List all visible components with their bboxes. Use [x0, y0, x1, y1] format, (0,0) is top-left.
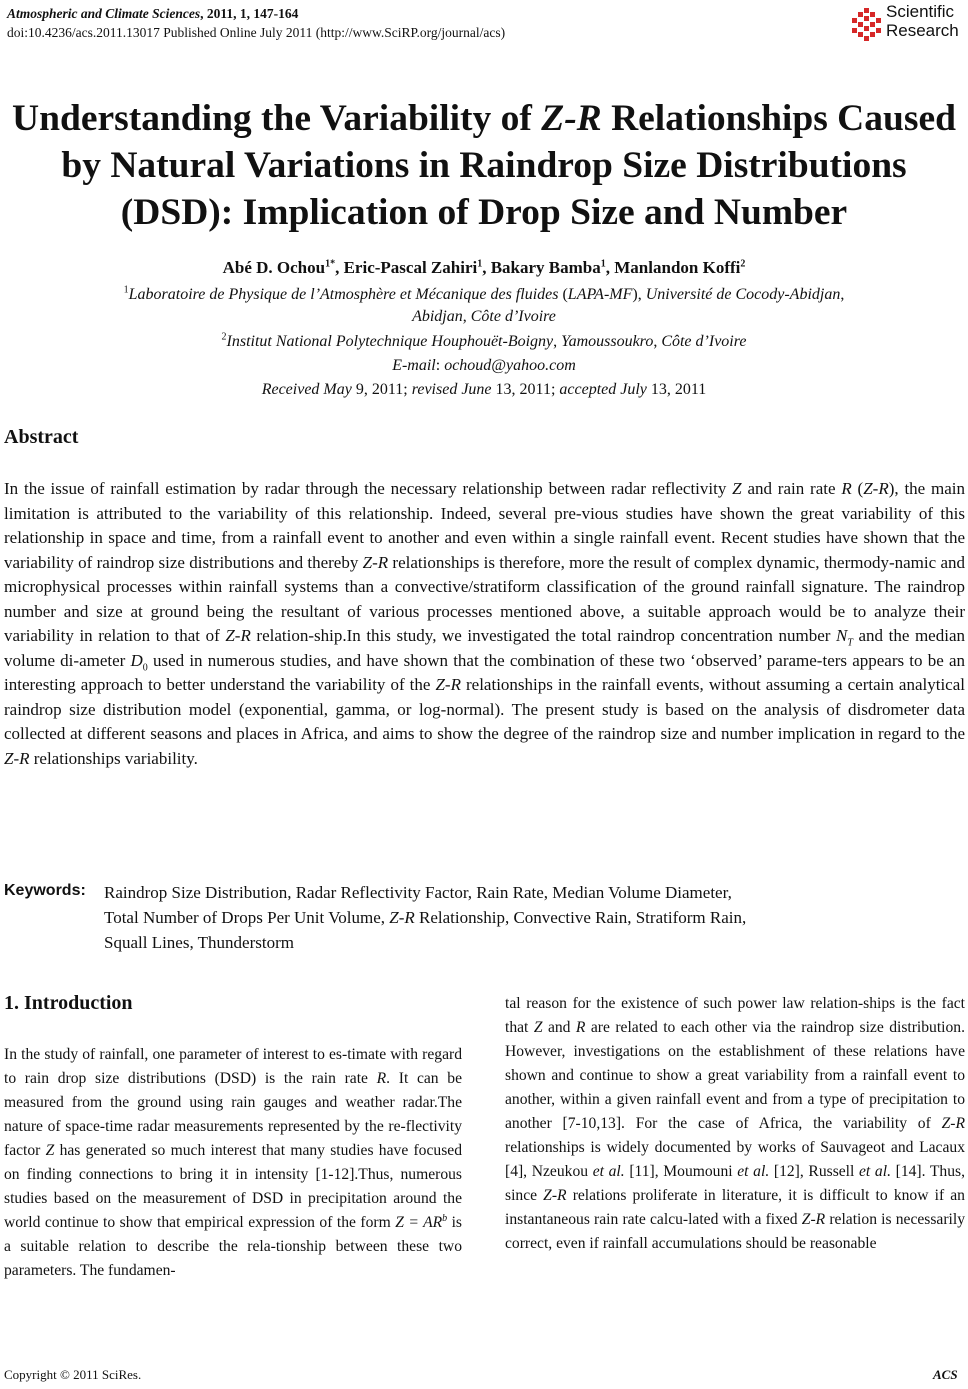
- intro-text: . It can be measured from the ground using rain gauges and weather radar.The nature of space-time radar measurements represented by the re-flectivity factor: [4, 1070, 462, 1159]
- intro-text: and: [542, 1019, 576, 1036]
- author-2-sup: 1: [477, 258, 483, 270]
- abstract-italic: Z-R: [435, 675, 461, 694]
- author-1: Abé D. Ochou: [222, 258, 326, 277]
- intro-formula-exponent: b: [442, 1212, 448, 1224]
- abstract-italic: Z-R: [362, 552, 389, 572]
- doi-line: doi:10.4236/acs.2011.13017 Published Online July 2011 (http://www.SciRP.org/journal/acs): [7, 25, 506, 40]
- revised-date: 13, 2011;: [491, 381, 560, 398]
- abstract-italic: N: [836, 626, 848, 645]
- journal-abbr-footer: ACS: [933, 1367, 958, 1382]
- aff2-institute: Institut National Polytechnique Houphouët-Boigny: [226, 333, 554, 350]
- revised-label: revised June: [411, 381, 492, 398]
- abstract-italic: Z-R: [863, 479, 889, 498]
- intro-italic: R: [376, 1070, 387, 1087]
- affiliation-1-line-1: [0, 284, 968, 306]
- intro-italic: et al.: [859, 1163, 891, 1180]
- intro-text: tal reason for the existence of such power law relation-ships is the fact that: [505, 995, 965, 1036]
- received-date: 9, 2011;: [351, 381, 412, 398]
- title-line-1: [0, 95, 968, 142]
- email-label: E-mail: [392, 357, 436, 374]
- intro-text: relationships is widely documented by works of Sauvageot and Lacaux [4], Nzeukou: [505, 1139, 965, 1180]
- abstract-text: used in numerous studies, and have shown that the combination of these two ‘observed’ parame-ters appears to be an interesting approach to better understand the variability of the: [4, 650, 965, 694]
- aff1-abbr: LAPA-MF: [567, 286, 633, 303]
- author-3: , Bakary Bamba: [482, 258, 601, 277]
- logo-mark-icon: [848, 6, 884, 42]
- intro-italic: et al.: [737, 1163, 770, 1180]
- abstract-text: (: [851, 479, 864, 498]
- intro-italic: Z-R: [941, 1115, 965, 1132]
- aff1-city: Abidjan: [412, 308, 463, 325]
- intro-left-column: [4, 1043, 462, 1283]
- logo-line-2: Research: [886, 21, 959, 40]
- author-4: , Manlandon Koffi: [605, 258, 741, 277]
- scientific-research-logo: [848, 2, 966, 44]
- intro-right-column: [505, 992, 965, 1256]
- intro-text: relations proliferate in literature, it is difficult to know if an instantaneous rain rate calcu-lated with a fixed: [505, 1187, 965, 1228]
- logo-text: [886, 2, 959, 40]
- abstract-italic: D: [130, 650, 143, 670]
- abstract-italic: Z-R: [4, 748, 30, 768]
- aff1-paren-close: ),: [632, 286, 646, 303]
- aff2-country: Côte d’Ivoire: [661, 333, 747, 350]
- affiliation-2-number: 2: [221, 331, 227, 343]
- author-2: , Eric-Pascal Zahiri: [335, 258, 478, 277]
- introduction-heading: 1. Introduction: [4, 992, 133, 1014]
- intro-formula: Z = AR: [395, 1214, 443, 1231]
- abstract-text: relationships is therefore, more the result of complex dynamic, thermody-namic and microphysical processes within rainfall systems than a convective/stratiform classification of the ground rainfall signature. The raindrop number and size at ground being the resultant of various processes mentioned above, a suitable approach would be to analyze their variability in relation to that of: [4, 552, 966, 645]
- abstract-subscript: 0: [142, 661, 148, 673]
- citation-text: , 2011, 1, 147-164: [200, 6, 299, 21]
- aff2-sep-1: ,: [553, 333, 562, 350]
- journal-name: Atmospheric and Climate Sciences: [7, 6, 201, 21]
- intro-text: In the study of rainfall, one parameter of interest to es-timate with regard to rain drop size distributions (DSD) is the rain rate: [4, 1046, 462, 1087]
- aff1-paren-open: (: [558, 286, 568, 303]
- abstract-italic: Z-R: [225, 626, 251, 645]
- author-3-sup: 1: [600, 258, 606, 270]
- intro-text: [14]. Thus, since: [505, 1163, 965, 1204]
- abstract-text: and rain rate: [741, 479, 842, 498]
- intro-italic: Z-R: [801, 1211, 826, 1228]
- intro-italic: R: [575, 1019, 586, 1036]
- running-header: [7, 4, 505, 42]
- email-address[interactable]: ochoud@yahoo.com: [444, 357, 576, 374]
- accepted-label: accepted July: [559, 381, 647, 398]
- aff1-lab: Laboratoire de Physique de l’Atmosphère et Mécanique des fluides: [128, 286, 559, 303]
- intro-text: is a suitable relation to describe the rela-tionship between these two parameters. The fundamen-: [4, 1214, 463, 1279]
- keywords-line-2: [104, 905, 954, 930]
- title-italic: Z-R: [541, 98, 602, 139]
- keywords-label: Keywords:: [4, 882, 86, 899]
- abstract-subscript: T: [847, 637, 853, 649]
- affiliation-1: [0, 284, 968, 328]
- keywords-line-3: Squall Lines, Thunderstorm: [104, 933, 294, 952]
- abstract-text: relationships variability.: [29, 748, 198, 768]
- affiliation-2: [0, 331, 968, 353]
- intro-text: [12], Russell: [769, 1163, 860, 1180]
- abstract-text: ), the main limitation is attributed to the variability of this relationship. Indeed, several pre-vious studies have shown the great variability of this relationship in space and time, from a rainfall event to another and even within a single rainfall event. Recent studies have shown that the variability of raindrop size distributions and thereby: [4, 479, 966, 572]
- aff2-sep-2: ,: [653, 333, 662, 350]
- abstract-text: relationships in the rainfall events, without assuming a certain analytical raindrop size distribution model (exponential, gamma, or log-normal). The present study is based on the analysis of disdrometer data collected at different seasons and places in Africa, and aims to show the degree of the raindrop size and number implication in regard to the: [4, 675, 965, 743]
- title-line-2: by Natural Variations in Raindrop Size Distributions: [61, 145, 907, 186]
- title-part-1: Understanding the Variability of: [12, 98, 542, 139]
- aff1-country: Côte d’Ivoire: [470, 308, 556, 325]
- aff1-sep: ,: [462, 308, 471, 325]
- aff2-city: Yamoussoukro: [561, 333, 654, 350]
- accepted-date: 13, 2011: [646, 381, 707, 398]
- intro-italic: et al.: [592, 1163, 625, 1180]
- intro-text: are related to each other via the raindrop size distribution. However, investigations on the establishment of these relations have shown and continue to show a great variability from a rainfall event to another, within a given rainfall event and from a type of precipitation to another [7-10,13]. For the case of Africa, the variability of: [505, 1019, 965, 1132]
- abstract-heading: Abstract: [4, 426, 79, 448]
- abstract-text: In the issue of rainfall estimation by radar through the necessary relationship between radar reflectivity: [4, 479, 733, 498]
- email-sep: :: [435, 357, 445, 374]
- affiliation-1-line-2: [0, 306, 968, 328]
- intro-text: has generated so much interest that many studies have focused on finding connections to bring it in intensity [1-12].Thus, numerous studies based on the measurement of DSD in precipitation around the world continue to show that empirical expression of the form: [4, 1142, 462, 1231]
- journal-citation: [7, 4, 505, 23]
- aff1-comma: ,: [840, 286, 845, 303]
- keywords-italic: Z-R: [389, 908, 415, 927]
- title-line-3: (DSD): Implication of Drop Size and Number: [120, 192, 848, 233]
- intro-italic: Z: [533, 1019, 543, 1036]
- paper-title: [0, 95, 968, 236]
- keywords-text: Relationship, Convective Rain, Stratiform Rain,: [414, 908, 747, 927]
- received-line: [0, 379, 968, 401]
- received-label: Received May: [261, 381, 352, 398]
- keywords-list: [104, 880, 954, 955]
- author-4-sup: 2: [740, 258, 746, 270]
- intro-italic: Z-R: [543, 1187, 567, 1204]
- abstract-text: and the median volume di-ameter: [4, 626, 965, 670]
- title-part-2: Relationships Caused: [601, 98, 956, 139]
- affiliation-1-number: 1: [123, 284, 129, 296]
- abstract-italic: Z: [732, 479, 742, 498]
- intro-text: relation is necessarily correct, even if rainfall accumulations should be reasonable: [505, 1211, 966, 1252]
- author-1-sup: 1*: [325, 258, 336, 270]
- aff1-university: Université de Cocody-Abidjan: [645, 286, 841, 303]
- intro-text: [11], Moumouni: [624, 1163, 738, 1180]
- abstract-body: [4, 477, 965, 771]
- copyright-footer: Copyright © 2011 SciRes.: [4, 1367, 142, 1382]
- logo-line-1: Scientific: [886, 2, 955, 21]
- keywords-line-1: Raindrop Size Distribution, Radar Reflectivity Factor, Rain Rate, Median Volume Diameter,: [104, 883, 732, 902]
- abstract-italic: R: [841, 479, 852, 498]
- keywords-text: Total Number of Drops Per Unit Volume,: [104, 908, 390, 927]
- abstract-text: relation-ship.In this study, we investigated the total raindrop concentration number: [250, 626, 837, 645]
- intro-italic: Z: [45, 1142, 55, 1159]
- email-line: [0, 355, 968, 377]
- author-list: [0, 258, 968, 278]
